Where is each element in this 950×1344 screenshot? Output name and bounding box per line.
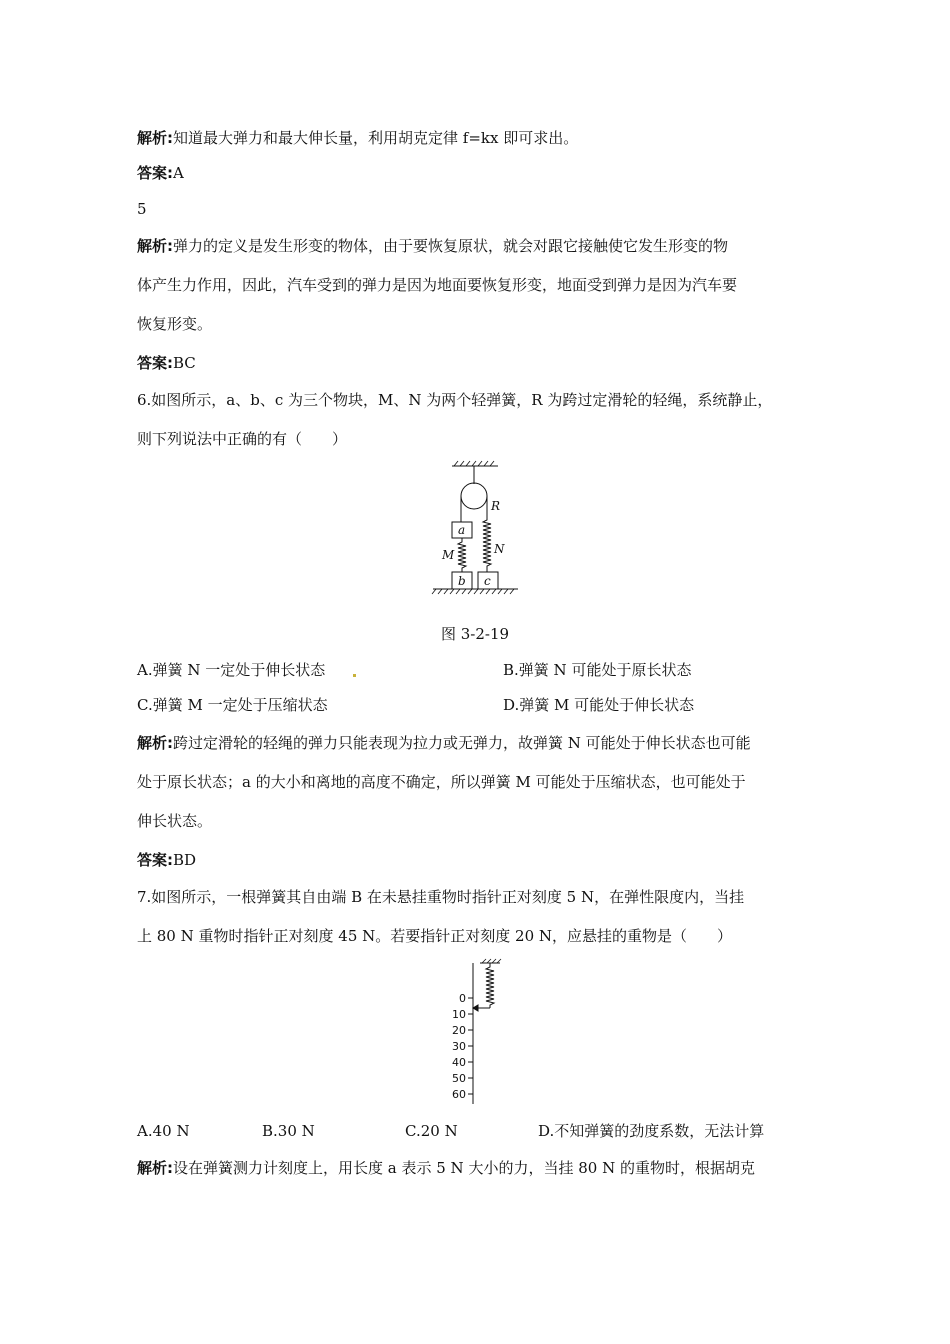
analysis-label: 解析: xyxy=(137,237,173,255)
q5-analysis-line-2 xyxy=(137,275,737,295)
pulley-spring-figure xyxy=(430,458,520,600)
question-number: 5 xyxy=(137,200,147,218)
q6-option-a: A.弹簧 N 一定处于伸长状态 xyxy=(137,661,326,679)
answer-label: 答案: xyxy=(137,354,173,372)
tick-label: 60 xyxy=(452,1088,466,1101)
tick-label: 50 xyxy=(452,1072,466,1085)
analysis-label: 解析: xyxy=(137,734,173,752)
label-a: a xyxy=(458,523,466,537)
q5-analysis-line-3 xyxy=(137,314,212,334)
analysis-text: 体产生力作用，因此，汽车受到的弹力是因为地面要恢复形变，地面受到弹力是因为汽车要 xyxy=(137,276,738,294)
question-text: 上 80 N 重物时指针正对刻度 45 N。若要指针正对刻度 20 N，应悬挂的重物是（ ） xyxy=(137,927,733,945)
q4-answer-line xyxy=(137,163,184,183)
q6-analysis-line-3 xyxy=(137,811,212,831)
q7-analysis-line-1 xyxy=(137,1158,755,1178)
q5-answer-line xyxy=(137,353,196,373)
q6-option-d: D.弹簧 M 可能处于伸长状态 xyxy=(503,696,695,714)
tick-label: 20 xyxy=(452,1024,466,1037)
q5-analysis-line-1 xyxy=(137,236,728,256)
q6-analysis-line-1 xyxy=(137,733,751,753)
label-N: N xyxy=(494,542,505,556)
answer-text: BD xyxy=(173,851,197,869)
label-c: c xyxy=(484,574,491,588)
answer-text: BC xyxy=(173,354,196,372)
spring-scale-figure xyxy=(440,958,520,1108)
question-text: 6.如图所示，a、b、c 为三个物块，M、N 为两个轻弹簧，R 为跨过定滑轮的轻绳，系统静止， xyxy=(137,391,773,409)
ink-speck xyxy=(353,674,356,677)
analysis-label: 解析: xyxy=(137,129,173,147)
answer-label: 答案: xyxy=(137,164,173,182)
analysis-text: 设在弹簧测力计刻度上，用长度 a 表示 5 N 大小的力，当挂 80 N 的重物时，根据胡克 xyxy=(173,1159,755,1177)
q7-stem-line-1 xyxy=(137,887,744,907)
q6-stem-line-2 xyxy=(137,429,347,449)
q6-answer-line xyxy=(137,850,196,870)
analysis-text: 跨过定滑轮的轻绳的弹力只能表现为拉力或无弹力，故弹簧 N 可能处于伸长状态也可能 xyxy=(173,734,751,752)
tick-label: 40 xyxy=(452,1056,466,1069)
question-text: 则下列说法中正确的有（ ） xyxy=(137,430,348,448)
q7-stem-line-2 xyxy=(137,926,732,946)
q6-option-c: C.弹簧 M 一定处于压缩状态 xyxy=(137,696,328,714)
q7-option-d: D.不知弹簧的劲度系数，无法计算 xyxy=(538,1122,765,1140)
q7-option-a: A.40 N xyxy=(137,1122,190,1140)
tick-label: 30 xyxy=(452,1040,466,1053)
analysis-text: 恢复形变。 xyxy=(137,315,213,333)
label-R: R xyxy=(491,499,501,513)
analysis-text: 伸长状态。 xyxy=(137,812,213,830)
answer-label: 答案: xyxy=(137,851,173,869)
q4-analysis-line xyxy=(137,128,578,148)
q6-stem-line-1 xyxy=(137,390,772,410)
q5-number xyxy=(137,199,147,219)
q6-analysis-line-2 xyxy=(137,772,746,792)
analysis-label: 解析: xyxy=(137,1159,173,1177)
analysis-text: 知道最大弹力和最大伸长量，利用胡克定律 f=kx 即可求出。 xyxy=(173,129,579,147)
tick-label: 10 xyxy=(452,1008,466,1021)
label-b: b xyxy=(458,574,466,588)
q7-option-c: C.20 N xyxy=(405,1122,458,1140)
question-text: 7.如图所示，一根弹簧其自由端 B 在未悬挂重物时指针正对刻度 5 N，在弹性限度内，当挂 xyxy=(137,888,745,906)
q6-option-b: B.弹簧 N 可能处于原长状态 xyxy=(503,661,692,679)
label-M: M xyxy=(442,548,455,562)
q7-option-b: B.30 N xyxy=(262,1122,315,1140)
analysis-text: 处于原长状态；a 的大小和离地的高度不确定，所以弹簧 M 可能处于压缩状态，也可能处于 xyxy=(137,773,746,791)
tick-label: 0 xyxy=(459,992,466,1005)
figure-caption: 图 3-2-19 xyxy=(440,625,510,643)
analysis-text: 弹力的定义是发生形变的物体，由于要恢复原状，就会对跟它接触使它发生形变的物 xyxy=(173,237,729,255)
answer-text: A xyxy=(173,164,184,182)
